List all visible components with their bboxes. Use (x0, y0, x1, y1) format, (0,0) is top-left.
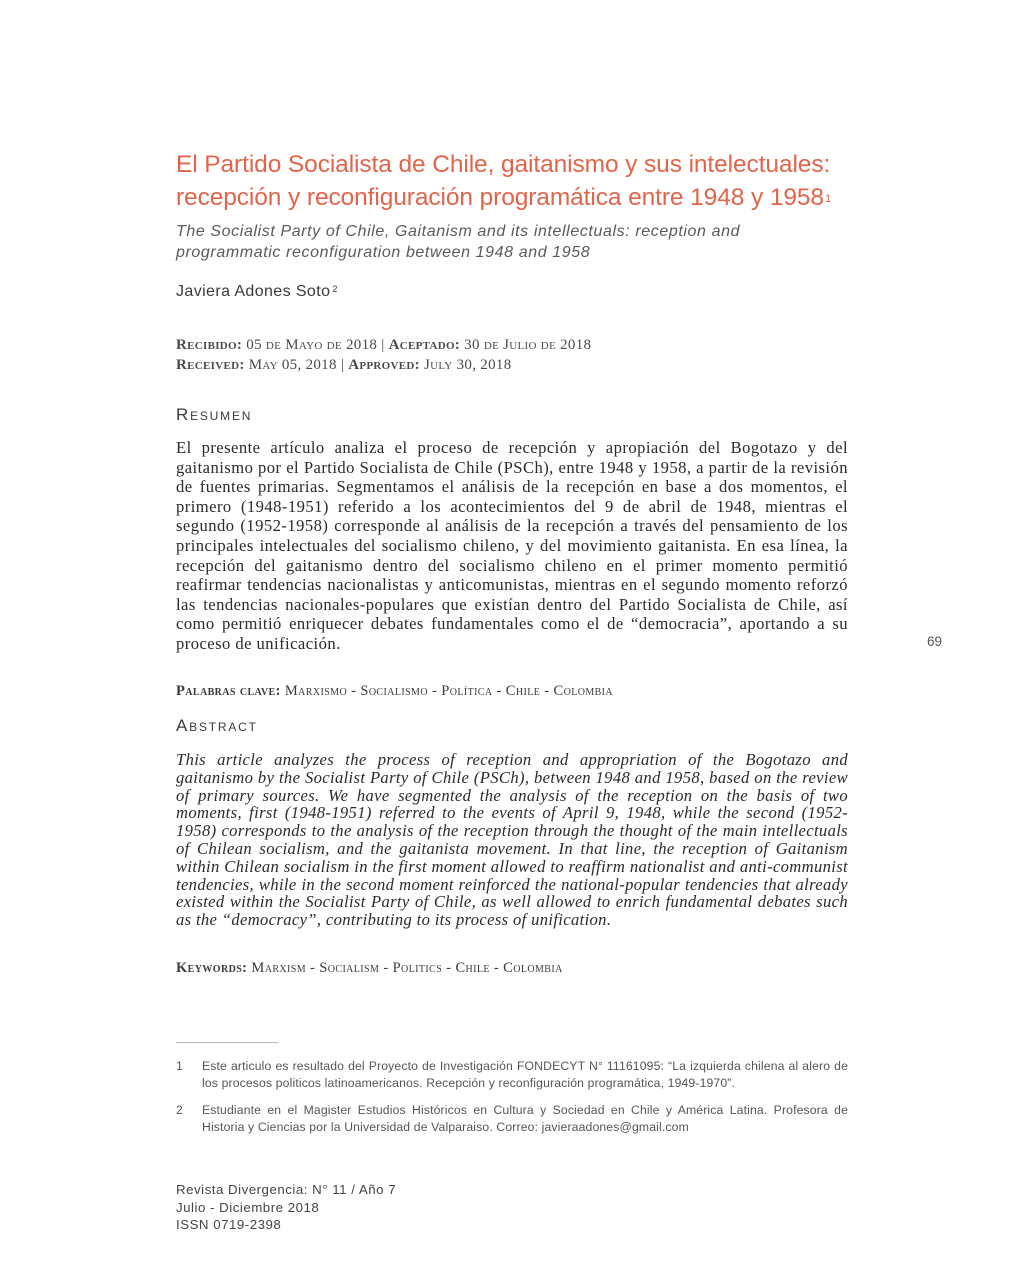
page-number: 69 (927, 634, 943, 649)
dates-separator: | (340, 357, 345, 373)
received-en-value: May 05, 2018 (248, 357, 337, 373)
title-line-2-text: recepción y reconfiguración programática entre 1948 y 1958 (176, 184, 824, 211)
author-name-text: Javiera Adones Soto (176, 283, 331, 300)
received-en-label: Received: (176, 357, 245, 373)
title-footnote-ref[interactable]: 1 (824, 193, 831, 205)
article-title (176, 148, 876, 214)
resumen-keywords-label: Palabras clave: (176, 683, 281, 699)
footnote-2-text: Estudiante en el Magister Estudios Históricos en Cultura y Sociedad en Chile y América Latina. Profesora de Historia y Ciencias por la Universidad de Valparaiso. Correo: javieraadones@gmail.com (202, 1103, 848, 1134)
footnote-2-number: 2 (176, 1103, 183, 1117)
accepted-es-label: Aceptado: (388, 337, 461, 353)
approved-en-value: July 30, 2018 (424, 357, 512, 373)
subtitle-line-2: programmatic reconfiguration between 1948 and 1958 (176, 244, 591, 261)
journal-info (176, 1181, 396, 1234)
article-subtitle (176, 221, 816, 263)
abstract-keywords (176, 960, 563, 977)
resumen-keywords-value: Marxismo - Socialismo - Política - Chile - Colombia (284, 683, 614, 699)
resumen-heading: Resumen (176, 405, 253, 424)
abstract-heading: Abstract (176, 716, 258, 735)
submission-dates (176, 335, 591, 375)
author-name (176, 283, 338, 301)
title-line-2 (176, 181, 876, 214)
dates-separator: | (381, 337, 385, 353)
resumen-text: El presente artículo analiza el proceso de recepción y apropiación del Bogotazo y del gaitanismo por el Partido Socialista de Chile (PSCh), entre 1948 y 1958, a partir de la revisión de fuentes primarias. Segmentamos el análisis de la recepción en base a dos momentos, el primero (1948-1951) referido a los acontecimientos del 9 de abril de 1948, mientras el segundo (1952-1958) corresponde al análisis de la recepción a través del pensamiento de los principales intelectuales del socialismo chileno, y del movimiento gaitanista. En esa línea, la recepción del gaitanismo dentro del socialismo chileno en el primer momento permitió reafirmar tendencias nacionalistas y anticomunistas, mientras en el segundo momento reforzó las tendencias nacionales-populares que existían dentro del Partido Socialista de Chile, así como permitió enriquecer debates fundamentales como el de “democracia”, aportando a su proceso de unificación. (176, 438, 848, 653)
journal-period: Julio - Diciembre 2018 (176, 1199, 320, 1215)
abstract-text: This article analyzes the process of reception and appropriation of the Bogotazo and gaitanismo by the Socialist Party of Chile (PSCh), between 1948 and 1958, based on the review of primary sources. We have segmented the analysis of the reception on the basis of two moments, first (1948-1951) referred to the events of April 9, 1948, while the second (1952-1958) corresponds to the analysis of the reception through the thought of the main intellectuals of Chilean socialism, and the gaitanista movement. In that line, the reception of Gaitanism within Chilean socialism in the first moment allowed to reaffirm nationalist and anti-communist tendencies, while in the second moment reinforced the national-popular tendencies that already existed within the Socialist Party of Chile, as well allowed to enrich fundamental debates such as the “democracy”, contributing to its process of unification. (176, 750, 848, 930)
subtitle-line-1: The Socialist Party of Chile, Gaitanism and its intellectuals: reception and (176, 223, 741, 240)
title-line-1: El Partido Socialista de Chile, gaitanismo y sus intelectuales: (176, 151, 831, 178)
dates-spanish (176, 335, 591, 355)
abstract-keywords-label: Keywords: (176, 960, 248, 976)
footnote-1 (176, 1058, 848, 1091)
journal-issue: Revista Divergencia: N° 11 / Año 7 (176, 1182, 397, 1197)
abstract-keywords-value: Marxism - Socialism - Politics - Chile - Colombia (251, 960, 563, 976)
footnote-1-text: Este articulo es resultado del Proyecto de Investigación FONDECYT N° 11161095: “La izquierda chilena al alero de los procesos politicos latinoamericanos. Recepción y reconfiguración programática, 1949-1970”. (202, 1059, 848, 1090)
author-footnote-ref[interactable]: 2 (332, 284, 338, 294)
received-es-value: 05 de Mayo de 2018 (246, 337, 378, 353)
journal-issn: ISSN 0719-2398 (176, 1217, 282, 1232)
resumen-keywords (176, 683, 613, 700)
received-es-label: Recibido: (176, 337, 243, 353)
footnote-divider (176, 1042, 278, 1043)
accepted-es-value: 30 de Julio de 2018 (464, 337, 592, 353)
footnote-1-number: 1 (176, 1059, 183, 1073)
dates-english (176, 355, 591, 375)
footnote-2 (176, 1102, 848, 1135)
approved-en-label: Approved: (348, 357, 420, 373)
